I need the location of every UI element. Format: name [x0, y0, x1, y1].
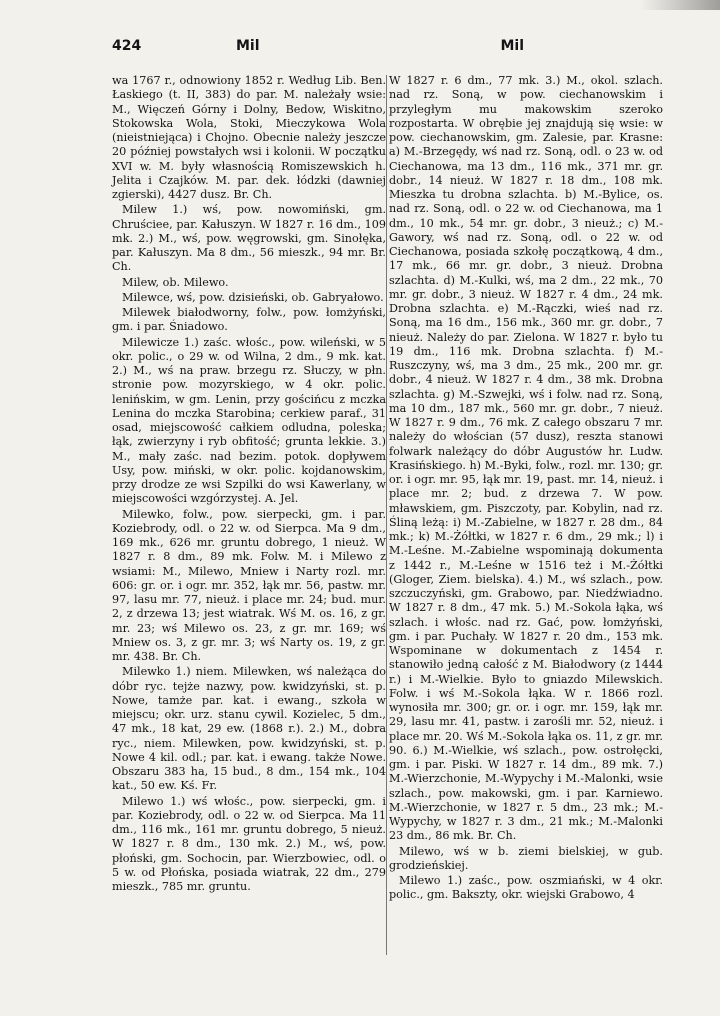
right-column: [389, 74, 663, 904]
running-headword-left: Mil: [236, 38, 260, 54]
entry-milew: Milew 1.) wś, pow. nowomiński, gm. Chruściee, par. Kałuszyn. W 1827 r. 16 dm., 109 mk. 2.) M., wś, pow. węgrowski, gm. Sinołęka, par. Kałuszyn. Ma 8 dm., 56 mieszk., 94 mr. Br. Ch.: [112, 203, 386, 274]
scan-edge-shadow: [640, 0, 720, 10]
entry-milewo-continued: W 1827 r. 6 dm., 77 mk. 3.) M., okol. szlach. nad rz. Soną, w pow. ciechanowskim i przyległym mu makowskim szeroko rozpostarta. W obrębie jej znajdują się wsie: w pow. ciechanowskim, gm. Zalesie, par. Krasne: a) M.-Brzegędy, wś nad rz. Soną, odl. o 23 w. od Ciechanowa, ma 13 dm., 116 mk., 371 mr. gr. dobr., 14 nieuż. W 1827 r. 18 dm., 108 mk. Mieszka tu drobna szlachta. b) M.-Bylice, os. nad rz. Soną, odl. o 22 w. od Ciechanowa, ma 1 dm., 10 mk., 54 mr. gr. dobr., 3 nieuż.; c) M.-Gawory, wś nad rz. Soną, odl. o 22 w. od Ciechanowa, posiada szkołę początkową, 4 dm., 17 mk., 66 mr. gr. dobr., 3 nieuż. Drobna szlachta. d) M.-Kulki, wś, ma 2 dm., 22 mk., 70 mr. gr. dobr., 3 nieuż. W 1827 r. 4 dm., 24 mk. Drobna szlachta. e) M.-Rączki, wieś nad rz. Soną, ma 16 dm., 156 mk., 360 mr. gr. dobr., 7 nieuż. Należy do par. Zielona. W 1827 r. było tu 19 dm., 116 mk. Drobna szlachta. f) M.-Ruszczyny, wś, ma 3 dm., 25 mk., 200 mr. gr. dobr., 4 nieuż. W 1827 r. 4 dm., 38 mk. Drobna szlachta. g) M.-Szwejki, wś i folw. nad rz. Soną, ma 10 dm., 187 mk., 560 mr. gr. dobr., 7 nieuż. W 1827 r. 9 dm., 76 mk. Z całego obszaru 7 mr. należy do włościan (57 dusz), reszta stanowi folwark należący do dóbr Augustów hr. Ludw. Krasińskiego. h) M.-Byki, folw., rozl. mr. 130; gr. or. i ogr. mr. 95, łąk mr. 19, past. mr. 14, nieuż. i place mr. 2; bud. z drzewa 7. W pow. mławskiem, gm. Piszczoty, par. Kobylin, nad rz. Śliną leżą: i) M.-Zabielne, w 1827 r. 28 dm., 84 mk.; k) M.-Żółtki, w 1827 r. 6 dm., 29 mk.; l) i M.-Leśne. M.-Zabielne wspominają dokumenta z 1442 r., M.-Leśne w 1516 też i M.-Żółtki (Gloger, Ziem. bielska). 4.) M., wś szlach., pow. szczuczyński, gm. Grabowo, par. Niedźwiadno. W 1827 r. 8 dm., 47 mk. 5.) M.-Sokola łąka, wś szlach. i włośc. nad rz. Gać, pow. łomżyński, gm. i par. Puchały. W 1827 r. 20 dm., 153 mk. Wspominane w dokumentach z 1454 r. stanowiło jedną całość z M. Białodwory (z 1444 r.) i M.-Wielkie. Było to gniazdo Milewskich. Folw. i wś M.-Sokola łąka. W r. 1866 rozl. wynosiła mr. 300; gr. or. i ogr. mr. 159, łąk mr. 29, lasu mr. 41, pastw. i zarośli mr. 52, nieuż. i place mr. 20. Wś M.-Sokola łąka os. 11, z gr. mr. 90. 6.) M.-Wielkie, wś szlach., pow. ostrołęcki, gm. i par. Piski. W 1827 r. 14 dm., 89 mk. 7.) M.-Wierzchonie, M.-Wypychy i M.-Malonki, wsie szlach., pow. makowski, gm. i par. Karniewo. M.-Wierzchonie, w 1827 r. 5 dm., 23 mk.; M.-Wypychy, w 1827 r. 3 dm., 21 mk.; M.-Malonki 23 dm., 86 mk. Br. Ch.: [389, 74, 663, 843]
entry-continuation: wa 1767 r., odnowiony 1852 r. Według Lib. Ben. Łaskiego (t. II, 383) do par. M. należały wsie: M., Więczeń Górny i Dolny, Bedow, Wiskitno, Stokowska Wola, Stoki, Mieczykowa Wola (nieistniejąca) i Chojno. Obecnie należy jeszcze 20 później powstałych wsi i kolonii. W początku XVI w. M. były własnością Romiszewskich h. Jelita i Czajków. M. par. dek. łódzki (dawniej zgierski), 4427 dusz. Br. Ch.: [112, 74, 386, 201]
entry-milewek-bialodworny: Milewek białodworny, folw., pow. łomżyński, gm. i par. Śniadowo.: [112, 306, 386, 334]
running-headword-right: Mil: [500, 38, 524, 54]
page-number: 424: [112, 38, 142, 54]
entry-milewo: Milewo 1.) wś włośc., pow. sierpecki, gm. i par. Koziebrody, odl. o 22 w. od Sierpca. Ma 11 dm., 116 mk., 161 mr. gruntu dobrego, 5 nieuż. W 1827 r. 8 dm., 130 mk. 2.) M., wś, pow. płoński, gm. Sochocin, par. Wierzbowiec, odl. o 5 w. od Płońska, posiada wiatrak, 22 dm., 279 mieszk., 785 mr. gruntu.: [112, 794, 386, 893]
page-header: [112, 38, 660, 60]
entry-milewko-folw: Milewko, folw., pow. sierpecki, gm. i par. Koziebrody, odl. o 22 w. od Sierpca. Ma 9 dm., 169 mk., 626 mr. gruntu dobrego, 1 nieuż. W 1827 r. 8 dm., 89 mk. Folw. M. i Milewo z wsiami: M., Milewo, Mniew i Narty rozl. mr. 606: gr. or. i ogr. mr. 352, łąk mr. 56, pastw. mr. 97, lasu mr. 77, nieuż. i place mr. 24; bud. mur. 2, z drzewa 13; jest wiatrak. Wś M. os. 16, z gr. mr. 23; wś Milewo os. 23, z gr. mr. 169; wś Mniew os. 3, z gr. mr. 3; wś Narty os. 19, z gr. mr. 438. Br. Ch.: [112, 507, 386, 663]
entry-milewicze: Milewicze 1.) zaśc. włośc., pow. wileński, w 5 okr. polic., o 29 w. od Wilna, 2 dm., 9 mk. kat. 2.) M., wś na praw. brzegu rz. Słuczy, w płn. stronie pow. mozyrskiego, w 4 okr. polic. lenińskim, w gm. Lenin, przy gościńcu z mczka Lenina do mczka Starobina; cerkiew paraf., 31 osad, miejscowość całkiem odludna, poleska; łąk, zwierzyny i ryb obfitość; grunta lekkie. 3.) M., mały zaśc. nad bezim. potok. dopływem Usy, pow. miński, w okr. polic. kojdanowskim, przy drodze ze wsi Szpilki do wsi Kawerlany, w miejscowości wzgórzystej. A. Jel.: [112, 335, 386, 506]
entry-milewce: Milewce, wś, pow. dzisieński, ob. Gabryałowo.: [122, 290, 384, 304]
column-divider: [386, 75, 387, 955]
entry-milew-ref: Milew, ob. Milewo.: [122, 275, 229, 289]
entry-milewko: Milewko 1.) niem. Milewken, wś należąca do dóbr ryc. tejże nazwy, pow. kwidzyński, st. p. Nowe, tamże par. kat. i ewang., szkoła w miejscu; okr. urz. stanu cywil. Kozielec, 5 dm., 47 mk., 18 kat, 29 ew. (1868 r.). 2.) M., dobra ryc., niem. Milewken, pow. kwidzyński, st. p. Nowe 4 kil. odl.; par. kat. i ewang. także Nowe. Obszaru 383 ha, 15 bud., 8 dm., 154 mk., 104 kat., 50 ew. Kś. Fr.: [112, 665, 386, 793]
entry-milewo-oszmianski: Milewo 1.) zaśc., pow. oszmiański, w 4 okr. polic., gm. Bakszty, okr. wiejski Grabowo, 4: [389, 874, 663, 902]
left-column: [112, 74, 386, 895]
entry-milewo-bielska: Milewo, wś w b. ziemi bielskiej, w gub. grodzieńskiej.: [389, 844, 663, 872]
